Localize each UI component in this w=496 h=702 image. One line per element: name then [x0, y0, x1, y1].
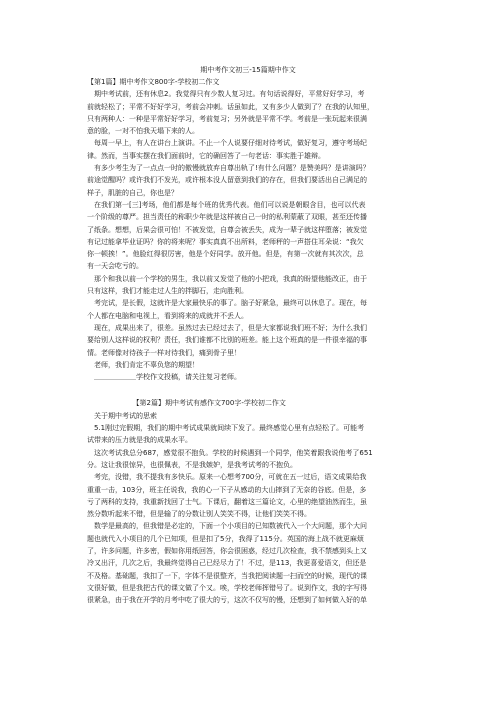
text-line: 现在，成果出来了，很差。虽然过去已经过去了，但是大家都说我们班不好；为什么我们 — [87, 323, 367, 332]
text-line: 然分数听起来不错，但是输了的分数让别人笑笑不得，让他们笑笑不得。 — [87, 510, 311, 519]
text-line: 不及格。基础题，我扣了一下，字体不是很整齐，当我把阅读题一扫而空的时候，现代的课 — [87, 571, 367, 580]
text-line: 考完试，是长假，这就许是大家最快乐的事了。脑子好紧急，最终可以休息了。现在，每 — [87, 299, 367, 308]
text-line: 分。这让我很惊异，也很佩表，不是我嫉妒，是我考试考的不抱负。 — [87, 460, 297, 469]
text-line: 律。然而，当事实摆在我们面前时，它的确回答了一句老话：事实胜于雄辩。 — [87, 151, 325, 160]
text-line: 一个阶级的尊严。担当责任的称职少年就是这样被自己一时的私利蒙蔽了双眼，甚至还传播 — [87, 213, 367, 222]
text-line: 在我们第一[三]考场，他们都是每个班的优秀代表。他们可以说是朝眼含目，也可以代表 — [87, 200, 366, 209]
text-line: 【第1篇】期中考作文800字-学校初二作文 — [87, 78, 220, 86]
text-line: 很紧急，由于我在开学的月考中吃了很大的亏，这次不仅写的慢，还想到了如何做入好的单 — [87, 596, 367, 605]
paragraph-gap — [87, 383, 410, 397]
text-line: 只有这样，我们才能走过人生的拌脚石，走向胜利。 — [87, 287, 248, 296]
text-line: ＿＿＿＿＿＿学校作文投稿，请关注复习老师。 — [87, 373, 241, 382]
text-line: 每周一早上，有人在讲台上演讲。不止一个人说要仔细对待考试，做好复习，遵守考场纪 — [87, 139, 367, 148]
document-body — [87, 76, 410, 606]
text-line: 你一顿挨！”。他脸红得很厉害，他是个好同学。放开他。但是，有第一次就有其次次，总 — [87, 250, 364, 259]
text-line: 数学是最高的，但我错是必定的，下面一个小项目的已知数被代入一个大问题，那个大问 — [87, 522, 367, 531]
text-line: 意的脸，一对不怕我天塌下来的人。 — [87, 127, 199, 136]
text-line: 试带来的压力就是我的成果水平。 — [87, 436, 192, 445]
text-line: 5.1刚过完假期，我们的期中考试成果就间续下发了。最终感觉心里有点轻松了。可能考 — [87, 424, 365, 433]
text-line: 有多少考生为了一点点一时的傲慢就放弃自尊出轨了!有什么问题？是赞美吗？是讲演吗？ — [87, 164, 370, 173]
document-title: 期中考作文初三-15篇期中作文 — [200, 66, 296, 74]
text-line: 那个和我以前一个学校的男生，我以前又发觉了他的小把戏，我真的盼望他能改正，由于 — [87, 274, 367, 283]
text-line: 考完，没错，我不提我有多快乐。原来一心想考700分，可就在五一过后，语文成果给我 — [87, 473, 367, 482]
text-line: 要给别人这样说的权利？责任，我们谁都不比别的班差。能上这个班真的是一件很幸福的事 — [87, 336, 367, 345]
text-line: 了，许多问题，许多密，假如你用纸回答，你会很困惑，经过几次检查，我不禁感到头上又 — [87, 546, 367, 555]
text-line: 【第2篇】期中考试有感作文700字-学校初二作文 — [87, 399, 286, 408]
text-line: 冷又出汗，几次之后，我最终觉得自己已经尽力了！不过，是113，我更喜爱语文，但还是 — [87, 559, 367, 568]
text-line: 期中考试前，还有休息2。我觉得只有少数人复习过。有句话说得好，平常好好学习，考 — [87, 90, 365, 99]
text-line: 亏了两科的支持，我重新找回了士气。下课后，翻着这三篇论文，心里的绝望油然而生，虽 — [87, 497, 367, 506]
text-line: 了纸条。想想，后果会很可怕！不被发觉，自尊会被丢失，成为一辈子就这样堕落；被发觉 — [87, 225, 367, 234]
text-line: 前途觉醒吗？或许我们不发光，或许根本没人留意到我们的存在，但我们要活出自己满足的 — [87, 176, 367, 185]
text-line: 有记过能拿毕业证吗？你的将来呢？事实真真不出所料，老师秤的一声搭住耳朵说：“我欠 — [87, 237, 364, 246]
text-line: 样子，肌脏的自己，你也是？ — [87, 188, 178, 197]
text-line: 老师，我们肯定不辜负您的期望！ — [87, 360, 199, 369]
text-line: 重重一击，103分，班主任说我，我的心一下子从感动的大山摔到了无奈的谷底。但是，多 — [87, 485, 367, 494]
text-line: 情。老师像对待孩子一样对待我们，痛到骨子里！ — [87, 348, 241, 357]
text-line: 个人都在电脑和电视上，看到将来的成就并不丢人。 — [87, 311, 248, 320]
text-line: 有一天会吃亏的。 — [87, 262, 143, 271]
text-line: 关于期中考试的思索 — [87, 411, 157, 420]
text-line: 只有两种人：一种是平常好好学习，考前复习；另外就是平常不学。考前是一张玩起来很满 — [87, 114, 367, 123]
text-line: 这次考试我总分687，感觉很不抱负。学校的时候遇到一个同学，他笑着跟我说他考了651 — [87, 448, 373, 457]
text-line: 文很好做，但是我把古代的课文做了个又。唉，学校老师挥错号了。说到作文，我的字写得 — [87, 583, 367, 592]
text-line: 前就轻松了；平常不好好学习，考前会冲刺。话虽如此，又有多少人做到了？在我的认知里， — [87, 102, 374, 111]
text-line: 题也就代入小项目的几个已知项，但是扣了5分，我得了115分。英国的海上战不就更麻烦 — [87, 534, 364, 543]
